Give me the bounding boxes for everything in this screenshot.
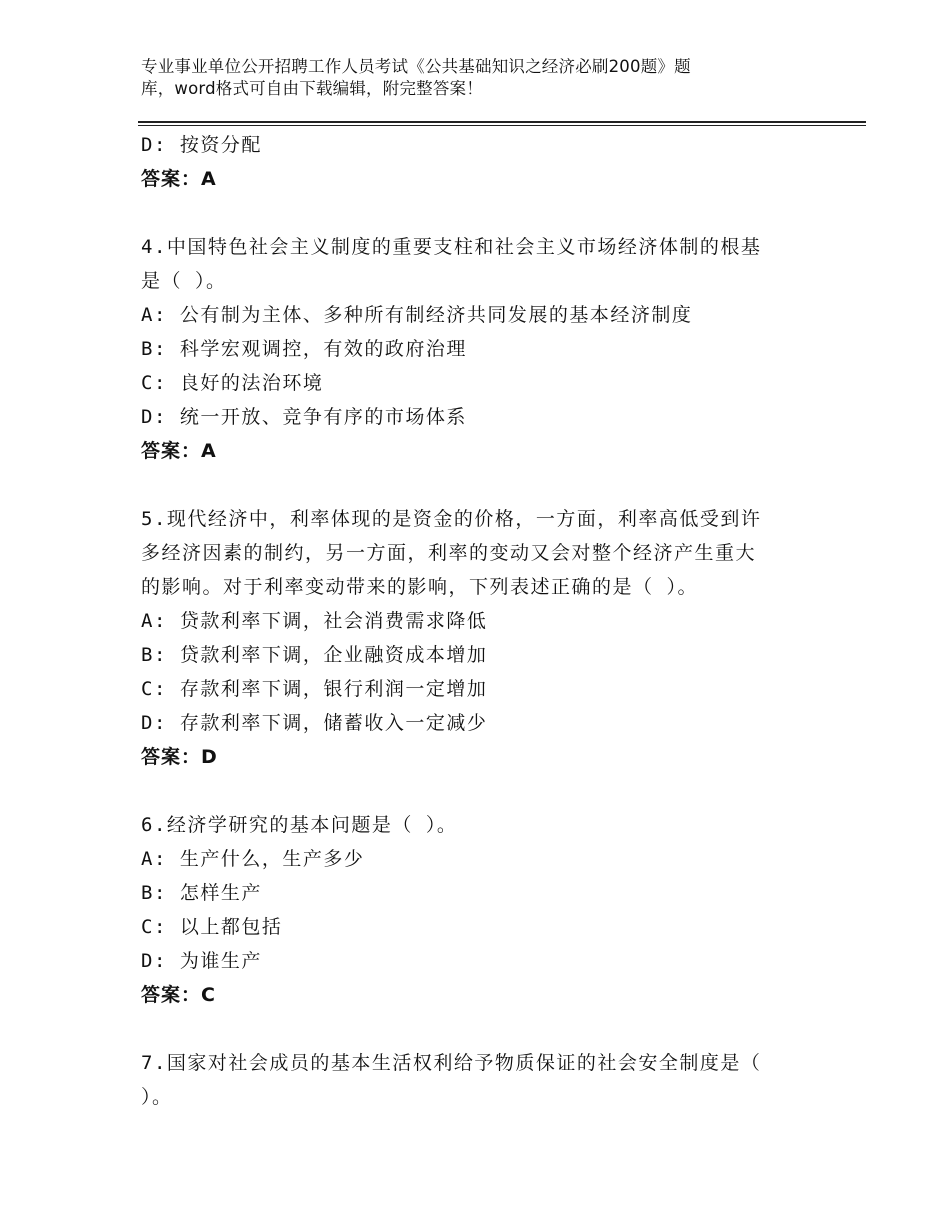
q5-option-b: B: 贷款利率下调，企业融资成本增加 [141,644,488,666]
q4-option-a: A: 公有制为主体、多种所有制经济共同发展的基本经济制度 [141,304,693,326]
q6-option-d: D: 为谁生产 [141,950,262,972]
q7-stem-line-1: 7.国家对社会成员的基本生活权利给予物质保证的社会安全制度是（ [141,1052,762,1074]
q4-stem-line-1: 4.中国特色社会主义制度的重要支柱和社会主义市场经济体制的根基 [141,236,762,258]
q5-option-c: C: 存款利率下调，银行利润一定增加 [141,678,488,700]
spacer [141,196,821,230]
question-7 [141,1046,821,1114]
question-6 [141,808,821,1012]
q6-option-b: B: 怎样生产 [141,882,262,904]
q4-option-c: C: 良好的法治环境 [141,372,324,394]
q3-answer: 答案：A [141,168,217,190]
question-list [141,128,821,1114]
q4-option-b: B: 科学宏观调控，有效的政府治理 [141,338,467,360]
q4-answer: 答案：A [141,440,217,462]
q7-stem-line-2: ）。 [141,1086,173,1108]
question-5 [141,502,821,774]
q6-answer: 答案：C [141,984,216,1006]
q6-stem-line-1: 6.经济学研究的基本问题是（ ）。 [141,814,458,836]
q5-stem-line-2: 多经济因素的制约，另一方面，利率的变动又会对整个经济产生重大 [141,542,757,564]
q4-option-d: D: 统一开放、竞争有序的市场体系 [141,406,467,428]
spacer [141,774,821,808]
q5-option-d: D: 存款利率下调，储蓄收入一定减少 [141,712,488,734]
q5-stem-line-1: 5.现代经济中，利率体现的是资金的价格，一方面，利率高低受到许 [141,508,762,530]
q5-option-a: A: 贷款利率下调，社会消费需求降低 [141,610,488,632]
q5-answer: 答案：D [141,746,218,768]
question-4 [141,230,821,468]
header-title-line-1: 专业事业单位公开招聘工作人员考试《公共基础知识之经济必刷200题》题 [141,57,691,76]
q5-stem-line-3: 的影响。对于利率变动带来的影响，下列表述正确的是（ ）。 [141,576,698,598]
q4-stem-line-2: 是（ ）。 [141,270,227,292]
q6-option-c: C: 以上都包括 [141,916,283,938]
spacer [141,1012,821,1046]
q3-option-d: D: 按资分配 [141,134,262,156]
header-rule-thick [138,121,866,123]
q6-option-a: A: 生产什么，生产多少 [141,848,365,870]
spacer [141,468,821,502]
header-title-line-2: 库，word格式可自由下载编辑，附完整答案！ [141,79,483,98]
document-header [141,56,781,100]
header-rule-thin [138,125,866,126]
